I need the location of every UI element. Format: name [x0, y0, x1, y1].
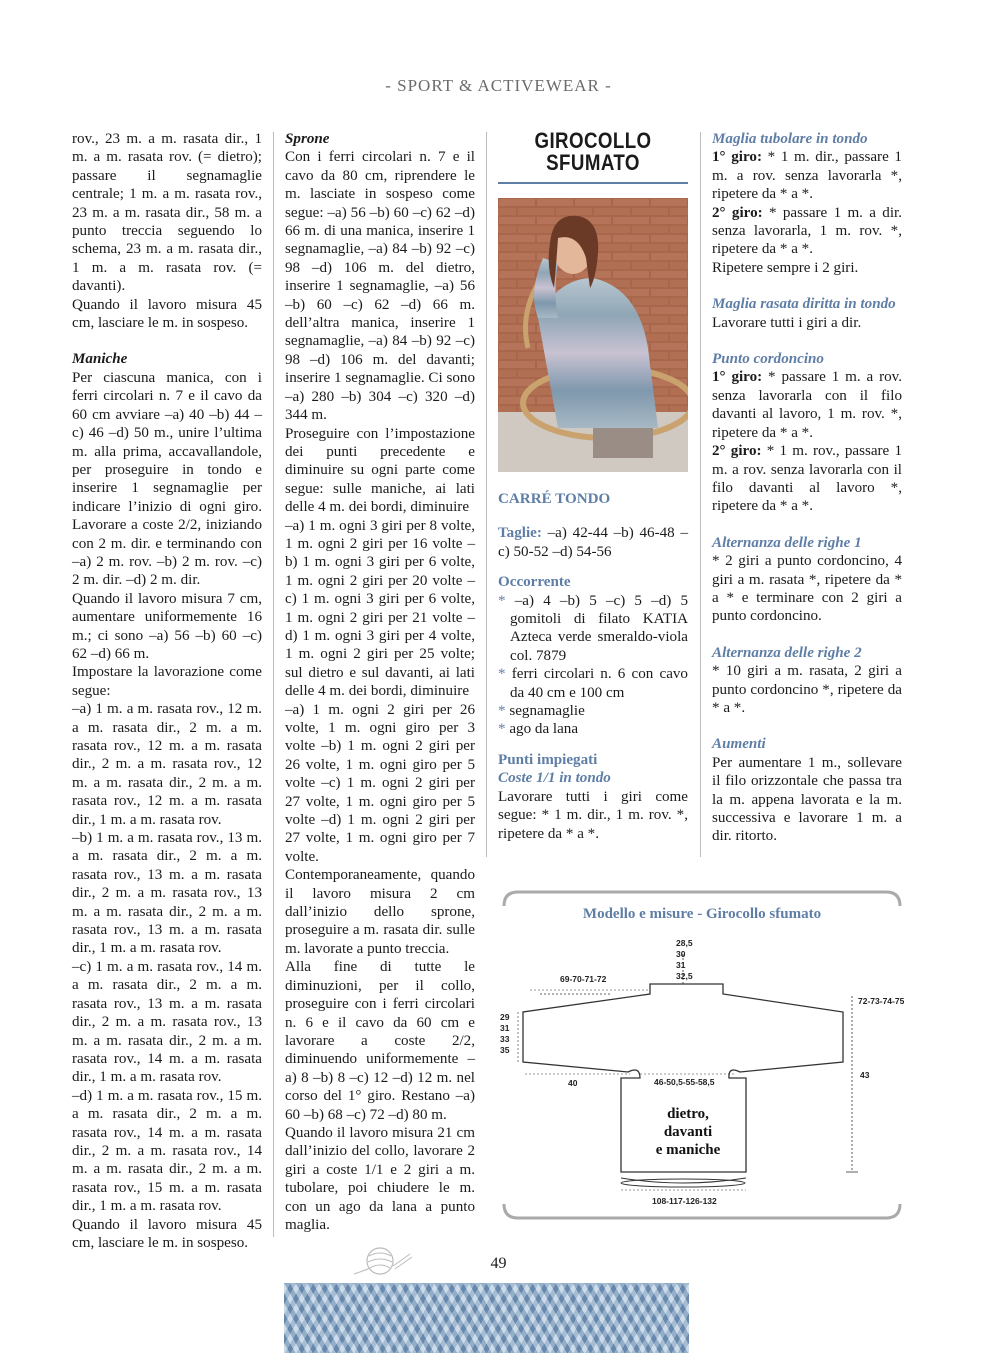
stitch-heading-tubolare: Maglia tubolare in tondo	[712, 131, 868, 147]
paragraph: Lavorare tutti i giri come segue: * 1 m. dir., 1 m. rov. *, ripetere da * a *.	[498, 788, 688, 842]
stitch-heading-alternanza-2: Alternanza delle righe 2	[712, 644, 862, 661]
stitch-heading-aumenti: Aumenti	[712, 736, 766, 753]
paragraph: Per ciascuna manica, con i ferri circolari n. 7 e il cavo da 60 cm avviare –a) 40 –b) 44 –c) 46 –d) 50 m., unire l’ultima m. alla prima, accavallandole, per proseguire in tondo e inserire 1 segnamaglie per indicare l’inizio di ogni giro. Lavorare a coste 2/2, iniziando con 2 m. dir. e terminando con –a) 2 m. rov. –b) 2 m. rov. –c) 2 m. dir. –d) 2 m. dir.	[72, 369, 262, 589]
sleeve-length-measure: 72-73-74-75	[858, 996, 904, 1006]
paragraph: –a) 1 m. ogni 2 giri per 26 volte, 1 m. ogni giro per 3 volte –b) 1 m. ogni 2 giri per 26 volte, 1 m. ogni giro per 5 volte –c) 1 m. ogni 2 giri per 27 volte, 1 m. ogni giro per 5 volte –d) 1 m. ogni 2 giri per 27 volte, 1 m. ogni giro per 7 volte.	[285, 701, 475, 865]
list-item: * ferri circolari n. 6 con cavo da 40 cm e 100 cm	[498, 666, 688, 701]
section-heading-occorrente: Occorrente	[498, 574, 571, 591]
list-item: * segnamaglie	[498, 703, 585, 720]
body-label: e maniche	[655, 1142, 721, 1158]
running-header: - SPORT & ACTIVEWEAR -	[385, 76, 612, 95]
sleeve-top-measure: 69-70-71-72	[560, 974, 607, 984]
title-rule	[498, 182, 688, 184]
paragraph: Per aumentare 1 m., sollevare il filo orizzontale che passa tra la m. appena lavorata e la m. successiva e lavorare 1 m. a dir. ritorto.	[712, 754, 902, 845]
paragraph: 1° giro: * 1 m. dir., passare 1 m. a rov. senza lavorarla *, ripetere da * a *.	[712, 149, 902, 203]
neck-measure: 28,5	[676, 938, 693, 948]
sizes-value: –a) 42-44 –b) 46-48 –c) 50-52 –d) 54-56	[498, 525, 688, 560]
paragraph: * 2 giri a punto cordoncino, 4 giri a m. rasata *, ripetere da * a * e terminare con 2 giri a punto cordoncino.	[712, 553, 902, 625]
hem-measure: 108-117-126-132	[652, 1196, 717, 1206]
paragraph: Quando il lavoro misura 45 cm, lasciare le m. in sospeso.	[72, 296, 262, 332]
text-column-2	[285, 130, 475, 1284]
neck-measure: 32,5	[676, 971, 693, 981]
subtitle-carre-tondo: CARRÉ TONDO	[498, 491, 611, 507]
body-label: dietro,	[667, 1106, 709, 1122]
paragraph: Alla fine di tutte le diminuzioni, per il collo, proseguire con i ferri circolari n. 6 e il cavo da 60 cm e lavorare a coste 2/2, diminuendo uniformemente –a) 8 –b) 8 –c) 12 –d) 12 m. nel corso del 1° giro. Restano –a) 60 –b) 68 –c) 72 –d) 80 m.	[285, 959, 475, 1123]
paragraph: Contemporaneamente, quando il lavoro misura 2 cm dall’inizio dello sprone, proseguire a m. rasata dir. sulle m. lavorate a punto treccia.	[285, 867, 475, 957]
paragraph: –d) 1 m. a m. rasata rov., 15 m. a m. rasata dir., 2 m. a m. rasata rov., 14 m. a m. rasata dir., 2 m. a m. rasata rov., 14 m. a m. rasata dir., 2 m. a m. rasata rov., 15 m. a m. rasata dir., 1 m. a m. rasata rov.	[72, 1087, 262, 1215]
paragraph: Quando il lavoro misura 21 cm dall’inizio del collo, lavorare 2 giri a coste 1/1 e 2 giri a m. tubolare, poi chiudere le m. con un ago da lana a punto maglia.	[285, 1124, 475, 1233]
column-divider	[700, 132, 701, 857]
neck-measure: 30	[676, 949, 686, 959]
list-item: * ago da lana	[498, 721, 579, 738]
section-heading-maniche: Maniche	[72, 351, 128, 368]
paragraph: Proseguire con l’impostazione dei punti precedente e diminuire su ogni parte come segue: sulle maniche, ai lati delle 4 m. dei bordi, diminuire	[285, 425, 475, 516]
title-line: SFUMATO	[546, 150, 640, 175]
paragraph: Con i ferri circolari n. 7 e il cavo da 80 cm, riprendere le m. lasciate in sospeso come segue: –a) 56 –b) 60 –c) 62 –d) 66 m. di una manica, inserire 1 segnamaglie, –a) 84 –b) 92 –c) 98 –d) 106 m. del dietro, inserire 1 segnamaglie, –a) 56 –b) 60 –c) 62 –d) 66 m. dell’altra manica, inserire 1 segnamaglie, –a) 84 –b) 92 –c) 98 –d) 106 m. del davanti; inserire 1 segnamaglie. Ci sono –a) 280 –b) 304 –c) 320 –d) 344 m.	[285, 149, 475, 424]
neck-measure: 31	[676, 960, 686, 970]
diagram-title: Modello e misure - Girocollo sfumato	[582, 906, 822, 922]
paragraph: Quando il lavoro misura 7 cm, aumentare uniformemente 16 m.; ci sono –a) 56 –b) 60 –c) 62 –d) 66 m.	[72, 590, 262, 662]
list-item: * –a) 4 –b) 5 –c) 5 –d) 5 gomitoli di filato KATIA Azteca verde smeraldo-viola col. 7879	[498, 592, 688, 664]
underarm-measure: 40	[568, 1078, 578, 1088]
cuff-measure: 31	[500, 1023, 510, 1033]
section-heading-sprone: Sprone	[285, 131, 330, 147]
materials-list	[498, 592, 688, 739]
model-photo	[498, 198, 688, 472]
paragraph: –b) 1 m. a m. rasata rov., 13 m. a m. rasata dir., 2 m. a m. rasata rov., 13 m. a m. rasata dir., 2 m. a m. rasata rov., 13 m. a m. rasata dir., 2 m. a m. rasata rov., 13 m. a m. rasata dir., 1 m. a m. rasata rov.	[72, 830, 262, 957]
paragraph: rov., 23 m. a m. rasata dir., 1 m. a m. rasata rov. (= dietro); passare il segnamaglie centrale; 1 m. a m. rasata rov., 23 m. a m. rasata dir., 58 m. a punto treccia seguendo lo schema, 23 m. a m. rasata dir., 1 m. a m. rasata rov. (= davanti).	[72, 131, 262, 295]
cuff-measure: 35	[500, 1045, 510, 1055]
paragraph: –c) 1 m. a m. rasata rov., 14 m. a m. rasata dir., 2 m. a m. rasata rov., 13 m. a m. rasata dir., 2 m. a m. rasata rov., 13 m. a m. rasata dir., 2 m. a m. rasata rov., 14 m. a m. rasata dir., 1 m. a m. rasata rov.	[72, 958, 262, 1086]
paragraph: Quando il lavoro misura 45 cm, lasciare le m. in sospeso.	[72, 1216, 262, 1251]
text-column-1	[72, 130, 262, 1252]
stitch-heading-rasata: Maglia rasata diritta in tondo	[712, 296, 896, 313]
column-divider	[273, 132, 274, 1237]
column-divider	[486, 132, 487, 857]
page-number: 49	[490, 1255, 507, 1272]
sweater-schematic	[500, 886, 904, 1224]
body-length-measure: 43	[860, 1070, 870, 1080]
cuff-measure: 29	[500, 1012, 510, 1022]
text-column-3	[498, 130, 688, 843]
paragraph: Lavorare tutti i giri a dir.	[712, 314, 862, 331]
paragraph: 1° giro: * passare 1 m. a rov. senza lavorarla con il filo davanti al lavoro, 1 m. rov. *, ripetere da * a *.	[712, 369, 902, 441]
paragraph: –a) 1 m. a m. rasata rov., 12 m. a m. rasata dir., 2 m. a m. rasata rov., 12 m. a m. rasata dir., 2 m. a m. rasata rov., 12 m. a m. rasata dir., 2 m. a m. rasata rov., 12 m. a m. rasata dir., 1 m. a m. rasata rov.	[72, 701, 262, 828]
stitch-heading-cordoncino: Punto cordoncino	[712, 351, 824, 368]
paragraph: –a) 1 m. ogni 3 giri per 8 volte, 1 m. ogni 2 giri per 16 volte –b) 1 m. ogni 3 giri per 6 volte, 1 m. ogni 2 giri per 20 volte –c) 1 m. ogni 3 giri per 6 volte, 1 m. ogni 2 giri per 21 volte –d) 1 m. ogni 3 giri per 4 volte, 1 m. ogni 2 giri per 25 volte; sul dietro e sul davanti, ai lati delle 4 m. dei bordi, diminuire	[285, 517, 475, 700]
paragraph: Ripetere sempre i 2 giri.	[712, 259, 859, 276]
cuff-measure: 33	[500, 1034, 510, 1044]
sizes-label: Taglie:	[498, 525, 542, 542]
paragraph: 2° giro: * 1 m. rov., passare 1 m. a rov. senza lavorarla con il filo davanti al lavoro *, ripetere da * a *.	[712, 443, 902, 515]
text-column-4	[712, 130, 902, 846]
stitch-heading-coste: Coste 1/1 in tondo	[498, 770, 611, 787]
measurement-diagram	[500, 886, 904, 1224]
chest-measure: 46-50,5-55-58,5	[654, 1077, 715, 1087]
knit-texture-strip	[284, 1283, 689, 1353]
title-line: GIROCOLLO	[534, 128, 652, 153]
paragraph: 2° giro: * passare 1 m. a dir. senza lavorarla, 1 m. rov. *, ripetere da * a *.	[712, 204, 902, 258]
section-heading-punti: Punti impiegati	[498, 751, 598, 768]
paragraph: * 10 giri a m. rasata, 2 giri a punto cordoncino *, ripetere da * a *.	[712, 663, 902, 716]
stitch-heading-alternanza-1: Alternanza delle righe 1	[712, 534, 862, 551]
sizes-line	[498, 524, 688, 561]
body-label: davanti	[663, 1124, 713, 1140]
pattern-title	[512, 130, 674, 174]
paragraph: Impostare la lavorazione come segue:	[72, 664, 262, 699]
